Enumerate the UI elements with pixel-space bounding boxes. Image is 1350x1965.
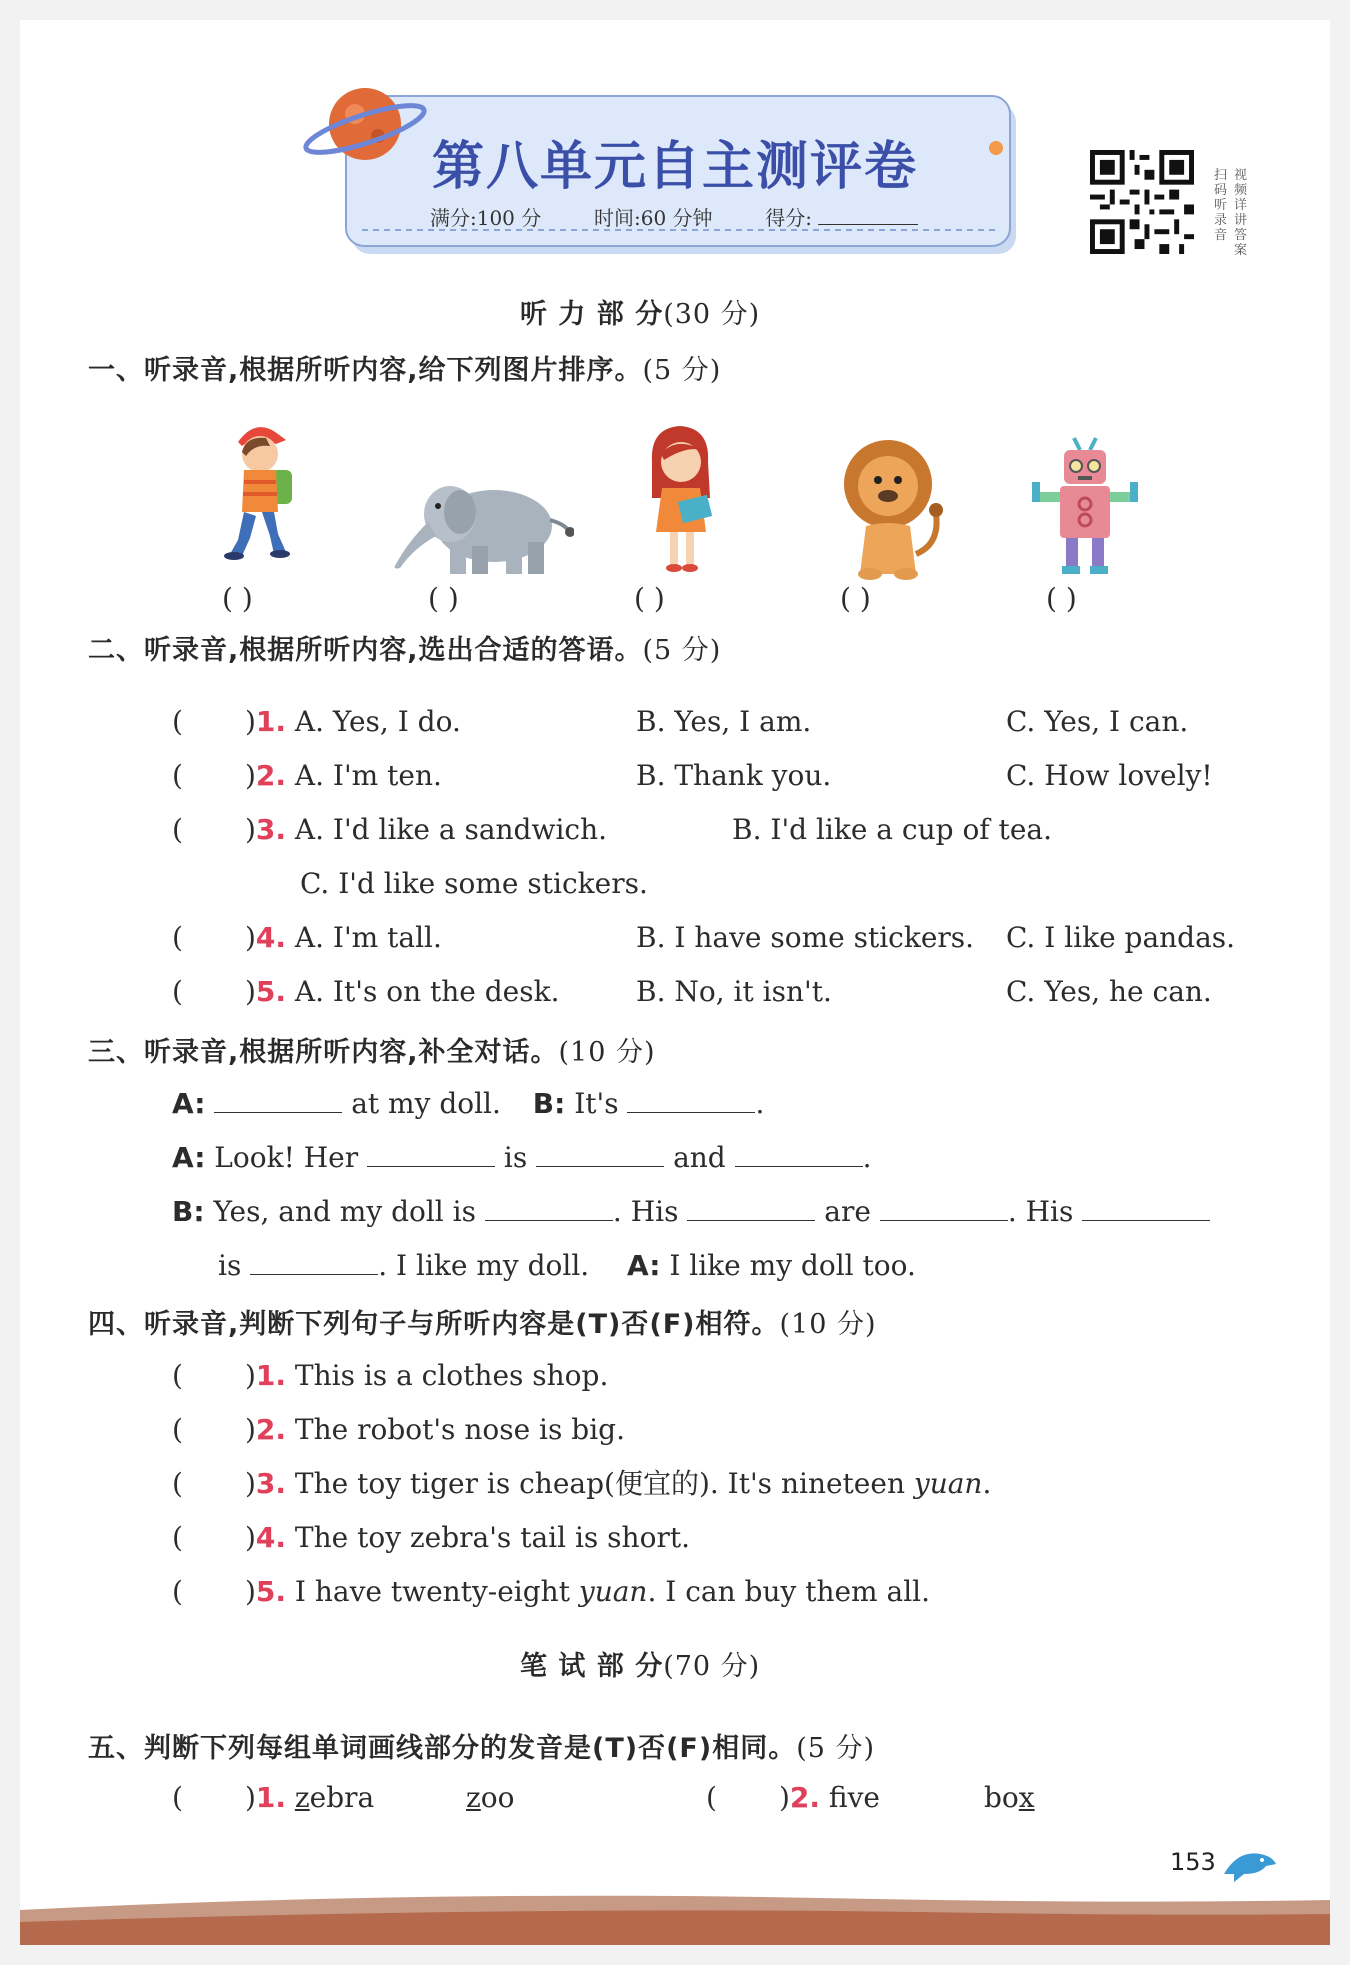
planet-icon (300, 74, 430, 174)
section-5-title: 五、判断下列每组单词画线部分的发音是(T)否(F)相同。(5 分) (88, 1733, 876, 1764)
true-false-item: ( )1. This is a clothes shop. (172, 1359, 609, 1392)
phonics-item-2: ( )2. fve (706, 1781, 880, 1814)
choice-item: ( )4. A. I'm tall. (172, 921, 442, 954)
lion-icon (836, 434, 956, 582)
option-b: B. Thank you. (636, 759, 832, 792)
option-a: A. Yes, I do. (294, 705, 461, 738)
dialogue-blank[interactable] (627, 1082, 755, 1113)
option-b: B. I'd like a cup of tea. (732, 813, 1052, 846)
option-c: C. I like pandas. (1006, 921, 1236, 954)
option-c: C. I'd like some stickers. (300, 867, 648, 900)
order-blank-1[interactable]: ( ) (222, 582, 253, 615)
order-blank-2[interactable]: ( ) (428, 582, 459, 615)
option-b: B. I have some stickers. (636, 921, 975, 954)
option-a: A. I'm tall. (294, 921, 442, 954)
option-a: A. I'm ten. (294, 759, 442, 792)
girl-reading-icon (636, 422, 726, 582)
full-score: 满分:100 分 (430, 206, 542, 230)
choice-item: ( )1. A. Yes, I do. (172, 705, 461, 738)
order-blank-5[interactable]: ( ) (1046, 582, 1077, 615)
order-blank-4[interactable]: ( ) (840, 582, 871, 615)
dialogue-line-2: A: Look! Her is and . (172, 1136, 872, 1178)
dialogue-blank[interactable] (735, 1136, 863, 1167)
option-a: A. It's on the desk. (294, 975, 560, 1008)
section-2-title: 二、听录音,根据所听内容,选出合适的答语。(5 分) (88, 635, 722, 666)
qr-caption-left: 扫码听录音 (1214, 168, 1228, 243)
choice-item: ( )3. A. I'd like a sandwich. (172, 813, 608, 846)
written-heading: 笔 试 部 分(70 分) (520, 1651, 761, 1682)
order-blank-3[interactable]: ( ) (634, 582, 665, 615)
option-c: C. Yes, he can. (1006, 975, 1212, 1008)
true-false-item: ( )5. I have twenty-eight yuan. I can buy them all. (172, 1575, 931, 1608)
bottom-band (20, 1870, 1330, 1945)
dialogue-blank[interactable] (250, 1244, 378, 1275)
qr-caption-right: 视频详讲答案 (1234, 168, 1248, 258)
dialogue-blank[interactable] (214, 1082, 342, 1113)
section-3-title: 三、听录音,根据所听内容,补全对话。(10 分) (88, 1037, 656, 1068)
dialogue-blank[interactable] (485, 1190, 613, 1221)
phonics-item-2-word-2: box (984, 1781, 1035, 1814)
dialogue-blank[interactable] (880, 1190, 1008, 1221)
option-c: C. Yes, I can. (1006, 705, 1189, 738)
phonics-item-1: ( )1. zebra (172, 1781, 375, 1814)
true-false-item: ( )4. The toy zebra's tail is short. (172, 1521, 690, 1554)
qr-code-icon (1090, 150, 1194, 254)
section-4-title: 四、听录音,判断下列句子与所听内容是(T)否(F)相符。(10 分) (88, 1309, 877, 1340)
page-number: 153 (1170, 1848, 1216, 1876)
dialogue-line-1: A: at my doll. B: It's . (172, 1082, 764, 1124)
dialogue-line-4: is . I like my doll. A: I like my doll too. (218, 1244, 916, 1286)
option-b: B. Yes, I am. (636, 705, 812, 738)
dialogue-blank[interactable] (687, 1190, 815, 1221)
page-title: 第八单元自主测评卷 (432, 137, 919, 197)
true-false-item: ( )2. The robot's nose is big. (172, 1413, 625, 1446)
worksheet-page (20, 20, 1330, 1945)
elephant-icon (388, 472, 574, 580)
option-a: A. I'd like a sandwich. (294, 813, 608, 846)
choice-item: ( )2. A. I'm ten. (172, 759, 442, 792)
dialogue-blank[interactable] (536, 1136, 664, 1167)
dialogue-line-3: B: Yes, and my doll is . His are . His (172, 1190, 1210, 1232)
dialogue-blank[interactable] (367, 1136, 495, 1167)
dialogue-blank[interactable] (1082, 1190, 1210, 1221)
robot-icon (1026, 432, 1144, 580)
score-label: 得分: (765, 206, 813, 230)
time-limit: 时间:60 分钟 (594, 206, 713, 230)
true-false-item: ( )3. The toy tiger is cheap(便宜的). It's nineteen yuan. (172, 1467, 992, 1500)
title-banner (332, 82, 1020, 262)
phonics-item-1-word-2: zoo (466, 1781, 515, 1814)
choice-item: ( )5. A. It's on the desk. (172, 975, 560, 1008)
option-c: C. How lovely! (1006, 759, 1213, 792)
score-blank[interactable] (818, 204, 918, 225)
section-1-title: 一、听录音,根据所听内容,给下列图片排序。(5 分) (88, 355, 722, 386)
option-b: B. No, it isn't. (636, 975, 832, 1008)
boy-icon (216, 412, 306, 562)
listening-heading: 听 力 部 分(30 分) (520, 299, 761, 330)
qr-code[interactable] (1090, 148, 1260, 260)
